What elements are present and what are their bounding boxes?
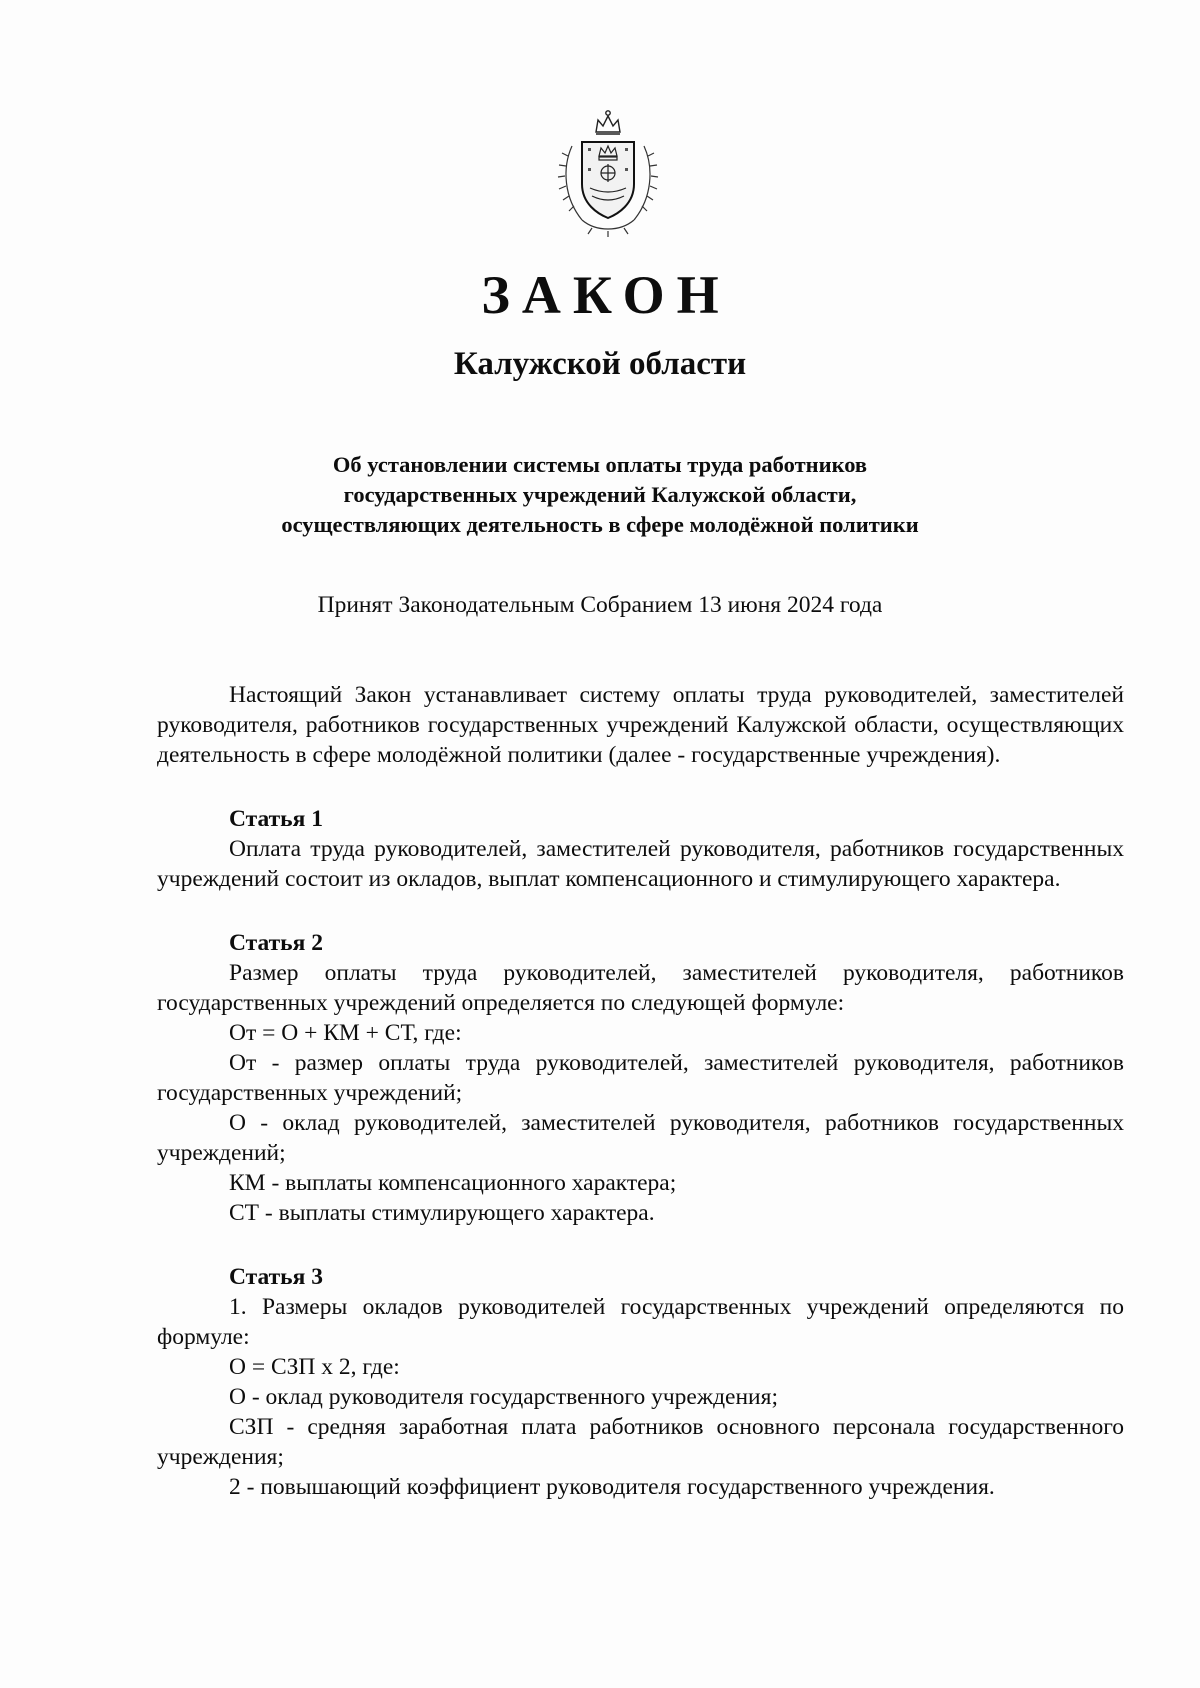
law-heading-line: государственных учреждений Калужской области, (343, 482, 857, 507)
article-3-item: 1. Размеры окладов руководителей государственных учреждений определяются по формуле: (157, 1294, 1124, 1350)
law-heading-line: Об установлении системы оплаты труда работников (332, 452, 868, 477)
document-title: ЗАКОН (481, 265, 731, 325)
coat-of-arms-icon (552, 108, 664, 238)
article-2-definition: СТ - выплаты стимулирующего характера. (229, 1200, 655, 1226)
preamble-paragraph: Настоящий Закон устанавливает систему оплаты труда руководителей, заместителей руководителя, работников государственных учреждений Калужской области, осуществляющих деятельность в сфере молодёжной политики (далее - государственные учреждения). (157, 682, 1124, 768)
article-2-formula: От = О + КМ + СТ, где: (229, 1020, 462, 1046)
article-1-text: Оплата труда руководителей, заместителей руководителя, работников государственных учреждений состоит из окладов, выплат компенсационного и стимулирующего характера. (157, 836, 1124, 892)
article-2-intro: Размер оплаты труда руководителей, заместителей руководителя, работников государственных учреждений определяется по следующей формуле: (157, 960, 1124, 1016)
article-2-definition: От - размер оплаты труда руководителей, заместителей руководителя, работников государственных учреждений; (157, 1050, 1124, 1106)
article-3-definition: 2 - повышающий коэффициент руководителя государственного учреждения. (229, 1474, 995, 1500)
article-2-definition: О - оклад руководителей, заместителей руководителя, работников государственных учреждений; (157, 1110, 1124, 1166)
article-2-definition: КМ - выплаты компенсационного характера; (229, 1170, 677, 1196)
law-heading-line: осуществляющих деятельность в сфере молодёжной политики (281, 512, 919, 537)
law-body (157, 680, 1124, 1502)
article-2-title: Статья 2 (229, 930, 323, 956)
article-3-formula: О = СЗП х 2, где: (229, 1354, 400, 1380)
article-3-title: Статья 3 (229, 1264, 323, 1290)
article-1-title: Статья 1 (229, 806, 323, 832)
adoption-note: Принят Законодательным Собранием 13 июня 2024 года (317, 592, 883, 618)
article-3-definition: О - оклад руководителя государственного учреждения; (229, 1384, 778, 1410)
law-heading (140, 450, 1060, 540)
article-3-definition: СЗП - средняя заработная плата работников основного персонала государственного учреждения; (157, 1414, 1124, 1470)
document-subtitle: Калужской области (453, 346, 747, 382)
